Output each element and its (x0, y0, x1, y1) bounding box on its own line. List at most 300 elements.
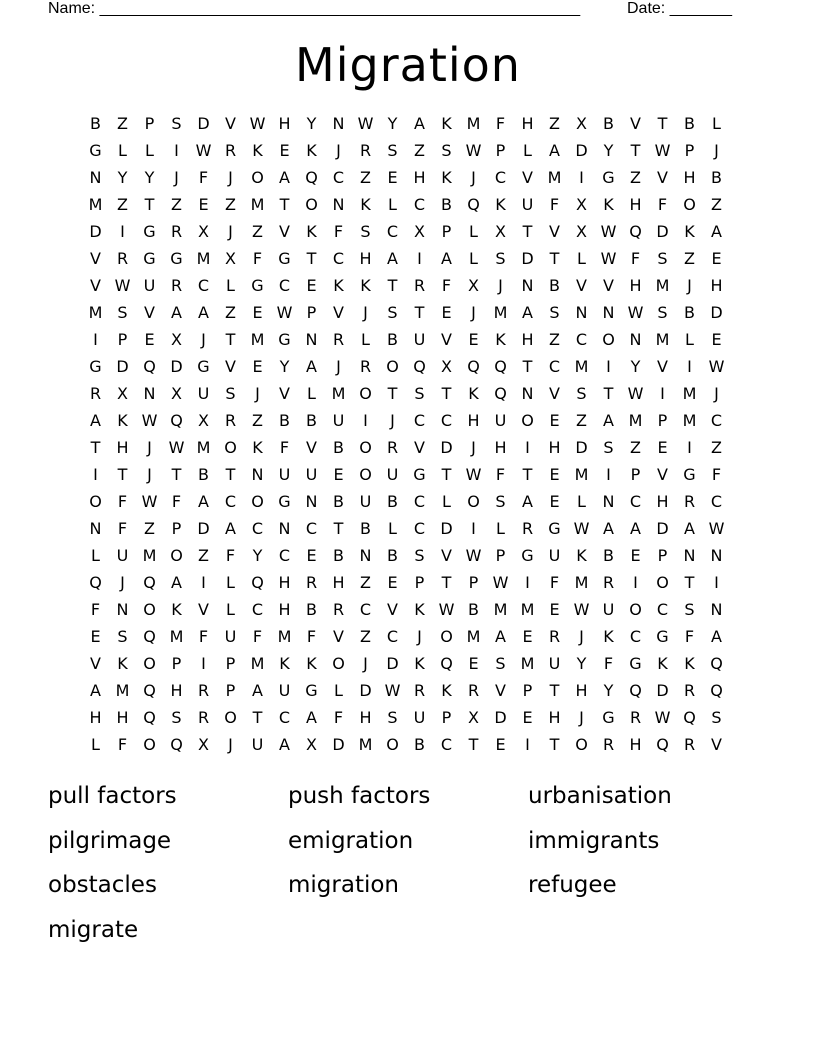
grid-letter: E (711, 249, 722, 268)
grid-letter: D (170, 357, 183, 376)
grid-letter: F (198, 627, 209, 646)
grid-letter: T (225, 465, 236, 484)
grid-letter: Y (387, 114, 398, 133)
grid-letter: Q (143, 627, 156, 646)
grid-letter: P (657, 411, 668, 430)
grid-letter: F (603, 654, 614, 673)
grid-letter: G (413, 465, 426, 484)
grid-letter: K (414, 600, 425, 619)
grid-letter: R (467, 681, 480, 700)
grid-letter: T (441, 465, 452, 484)
grid-letter: O (467, 492, 480, 511)
grid-letter: W (708, 519, 725, 538)
grid-letter: H (683, 168, 696, 187)
grid-letter: B (468, 600, 479, 619)
grid-letter: G (89, 141, 102, 160)
grid-letter: L (577, 249, 586, 268)
grid-letter: W (573, 600, 590, 619)
word-list-item: migration (288, 872, 400, 898)
grid-letter: A (306, 357, 317, 376)
grid-letter: K (252, 141, 263, 160)
grid-letter: F (495, 465, 506, 484)
grid-letter: D (197, 519, 210, 538)
grid-letter: O (251, 492, 264, 511)
grid-letter: Y (603, 141, 614, 160)
grid-letter: E (522, 627, 533, 646)
grid-letter: Z (414, 141, 425, 160)
grid-letter: Q (467, 195, 480, 214)
grid-letter: T (387, 384, 398, 403)
grid-letter: L (334, 681, 343, 700)
grid-letter: A (252, 681, 263, 700)
grid-letter: C (197, 276, 210, 295)
grid-letter: M (169, 627, 184, 646)
grid-letter: Y (576, 654, 587, 673)
grid-letter: H (116, 438, 129, 457)
grid-letter: D (440, 438, 453, 457)
grid-letter: X (171, 384, 182, 403)
grid-letter: S (387, 303, 398, 322)
grid-letter: W (654, 708, 671, 727)
grid-letter: W (573, 519, 590, 538)
grid-letter: I (714, 573, 719, 592)
grid-letter: Y (252, 546, 263, 565)
grid-letter: H (521, 330, 534, 349)
grid-letter: V (225, 114, 236, 133)
grid-letter: N (89, 168, 102, 187)
grid-letter: E (522, 708, 533, 727)
grid-letter: V (387, 600, 398, 619)
grid-letter: T (171, 465, 182, 484)
grid-letter: P (495, 141, 506, 160)
grid-letter: S (657, 303, 668, 322)
grid-letter: S (603, 438, 614, 457)
grid-letter: P (171, 519, 182, 538)
letter-grid (82, 110, 730, 758)
grid-letter: L (577, 492, 586, 511)
grid-letter: B (333, 438, 344, 457)
grid-letter: Q (143, 681, 156, 700)
grid-letter: H (359, 249, 372, 268)
grid-letter: C (494, 168, 507, 187)
grid-letter: N (629, 330, 642, 349)
grid-letter: V (198, 600, 209, 619)
grid-letter: D (359, 681, 372, 700)
grid-letter: E (306, 276, 317, 295)
grid-letter: A (522, 303, 533, 322)
grid-letter: Q (440, 654, 453, 673)
grid-letter: C (278, 546, 291, 565)
grid-letter: L (145, 141, 154, 160)
grid-letter: S (441, 141, 452, 160)
grid-letter: O (440, 627, 453, 646)
grid-letter: U (197, 384, 210, 403)
grid-letter: X (468, 276, 479, 295)
grid-letter: T (117, 465, 128, 484)
grid-letter: D (656, 222, 669, 241)
grid-letter: N (521, 384, 534, 403)
grid-letter: O (170, 546, 183, 565)
grid-letter: I (606, 465, 611, 484)
grid-letter: U (413, 708, 426, 727)
grid-letter: P (171, 654, 182, 673)
grid-letter: C (332, 168, 345, 187)
grid-letter: G (278, 492, 291, 511)
grid-letter: K (603, 195, 614, 214)
grid-letter: F (630, 249, 641, 268)
grid-letter: Z (360, 168, 371, 187)
grid-letter: X (225, 249, 236, 268)
grid-letter: I (525, 735, 530, 754)
grid-letter: M (196, 249, 211, 268)
grid-letter: Q (656, 735, 669, 754)
grid-letter: F (252, 627, 263, 646)
grid-letter: Y (630, 357, 641, 376)
grid-letter: Z (360, 627, 371, 646)
grid-letter: H (656, 492, 669, 511)
grid-letter: V (576, 276, 587, 295)
grid-letter: Z (117, 195, 128, 214)
grid-letter: F (90, 600, 101, 619)
grid-letter: Q (629, 222, 642, 241)
grid-letter: Y (117, 168, 128, 187)
grid-letter: K (306, 141, 317, 160)
grid-letter: T (603, 384, 614, 403)
date-field-label: Date: _______ (627, 0, 732, 17)
grid-letter: Q (170, 735, 183, 754)
grid-letter: G (602, 708, 615, 727)
grid-letter: S (711, 708, 722, 727)
grid-letter: M (655, 330, 670, 349)
grid-letter: D (710, 303, 723, 322)
grid-letter: A (171, 303, 182, 322)
grid-letter: E (549, 600, 560, 619)
grid-letter: T (225, 330, 236, 349)
grid-letter: S (171, 708, 182, 727)
grid-letter: B (333, 546, 344, 565)
grid-letter: P (441, 222, 452, 241)
grid-letter: H (467, 411, 480, 430)
grid-letter: V (414, 438, 425, 457)
word-list-item: obstacles (48, 872, 157, 898)
grid-letter: Q (710, 654, 723, 673)
grid-letter: R (548, 627, 561, 646)
grid-letter: I (687, 438, 692, 457)
grid-letter: Z (630, 438, 641, 457)
grid-letter: F (549, 573, 560, 592)
grid-letter: Z (711, 438, 722, 457)
grid-letter: C (710, 492, 723, 511)
grid-letter: V (441, 546, 452, 565)
grid-letter: W (654, 141, 671, 160)
word-list-item: urbanisation (528, 783, 672, 809)
grid-letter: E (252, 303, 263, 322)
grid-letter: F (549, 195, 560, 214)
grid-letter: H (548, 438, 561, 457)
grid-letter: B (360, 519, 371, 538)
grid-letter: L (91, 546, 100, 565)
grid-letter: Y (306, 114, 317, 133)
grid-letter: G (521, 546, 534, 565)
grid-letter: O (386, 357, 399, 376)
grid-letter: P (495, 546, 506, 565)
grid-letter: U (224, 627, 237, 646)
grid-letter: N (251, 465, 264, 484)
grid-letter: O (305, 195, 318, 214)
grid-letter: E (144, 330, 155, 349)
grid-letter: J (390, 411, 395, 430)
grid-letter: X (171, 330, 182, 349)
grid-letter: G (278, 249, 291, 268)
grid-letter: W (465, 141, 482, 160)
grid-letter: L (388, 519, 397, 538)
grid-letter: K (360, 195, 371, 214)
grid-letter: F (657, 195, 668, 214)
grid-letter: H (413, 168, 426, 187)
grid-letter: N (305, 492, 318, 511)
grid-letter: T (252, 708, 263, 727)
grid-letter: I (579, 168, 584, 187)
word-list-item: pilgrimage (48, 827, 172, 854)
grid-letter: C (251, 600, 264, 619)
grid-letter: Z (576, 411, 587, 430)
grid-letter: E (468, 654, 479, 673)
grid-letter: J (174, 168, 179, 187)
grid-letter: W (141, 411, 158, 430)
grid-letter: M (574, 573, 589, 592)
grid-letter: X (414, 222, 425, 241)
grid-letter: Q (683, 708, 696, 727)
grid-letter: K (441, 168, 452, 187)
grid-letter: C (575, 330, 588, 349)
grid-letter: U (602, 600, 615, 619)
grid-letter: N (710, 546, 723, 565)
grid-letter: J (363, 654, 368, 673)
grid-letter: Z (252, 411, 263, 430)
grid-letter: X (117, 384, 128, 403)
grid-letter: P (225, 681, 236, 700)
grid-letter: C (413, 492, 426, 511)
grid-letter: K (306, 654, 317, 673)
grid-letter: A (414, 114, 425, 133)
grid-letter: K (306, 222, 317, 241)
grid-letter: Z (711, 195, 722, 214)
grid-letter: O (359, 384, 372, 403)
grid-letter: D (656, 519, 669, 538)
grid-letter: I (174, 141, 179, 160)
grid-letter: E (387, 168, 398, 187)
grid-letter: D (332, 735, 345, 754)
grid-letter: B (684, 303, 695, 322)
grid-letter: E (252, 357, 263, 376)
grid-letter: T (333, 519, 344, 538)
grid-letter: K (117, 654, 128, 673)
grid-letter: K (495, 330, 506, 349)
grid-letter: F (333, 708, 344, 727)
grid-letter: F (198, 168, 209, 187)
grid-letter: P (684, 141, 695, 160)
grid-letter: I (417, 249, 422, 268)
grid-letter: U (548, 546, 561, 565)
grid-letter: C (440, 735, 453, 754)
grid-letter: J (228, 735, 233, 754)
grid-letter: M (88, 303, 103, 322)
grid-letter: O (143, 654, 156, 673)
grid-letter: T (684, 573, 695, 592)
grid-letter: X (198, 411, 209, 430)
grid-letter: O (683, 195, 696, 214)
grid-letter: B (90, 114, 101, 133)
word-list-item: emigration (288, 827, 414, 854)
grid-letter: C (629, 627, 642, 646)
grid-letter: U (305, 465, 318, 484)
grid-letter: M (574, 357, 589, 376)
grid-letter: M (682, 411, 697, 430)
grid-letter: E (198, 195, 209, 214)
grid-letter: G (305, 681, 318, 700)
grid-letter: A (630, 519, 641, 538)
grid-letter: P (117, 330, 128, 349)
grid-letter: Q (305, 168, 318, 187)
grid-letter: K (576, 546, 587, 565)
grid-letter: W (168, 438, 185, 457)
grid-letter: F (117, 519, 128, 538)
grid-letter: Q (494, 384, 507, 403)
grid-letter: S (414, 384, 425, 403)
grid-letter: G (602, 168, 615, 187)
grid-letter: V (549, 384, 560, 403)
grid-letter: R (386, 438, 399, 457)
grid-letter: R (116, 249, 129, 268)
grid-letter: V (522, 168, 533, 187)
grid-letter: L (469, 222, 478, 241)
grid-letter: V (495, 681, 506, 700)
grid-letter: M (358, 735, 373, 754)
grid-letter: I (93, 330, 98, 349)
grid-letter: R (683, 492, 696, 511)
grid-letter: V (225, 357, 236, 376)
grid-letter: X (576, 114, 587, 133)
grid-letter: W (384, 681, 401, 700)
grid-letter: A (198, 492, 209, 511)
grid-letter: I (606, 357, 611, 376)
grid-letter: S (414, 546, 425, 565)
grid-letter: B (603, 114, 614, 133)
grid-letter: B (549, 276, 560, 295)
grid-letter: X (441, 357, 452, 376)
grid-letter: X (576, 222, 587, 241)
grid-letter: K (495, 195, 506, 214)
grid-letter: I (363, 411, 368, 430)
grid-letter: J (363, 303, 368, 322)
grid-letter: W (708, 357, 725, 376)
grid-letter: K (684, 222, 695, 241)
grid-letter: Y (144, 168, 155, 187)
grid-letter: U (413, 330, 426, 349)
grid-letter: O (359, 438, 372, 457)
grid-letter: T (522, 357, 533, 376)
grid-letter: Q (710, 681, 723, 700)
grid-letter: L (685, 330, 694, 349)
grid-letter: W (600, 222, 617, 241)
grid-letter: B (684, 114, 695, 133)
grid-letter: B (441, 195, 452, 214)
grid-letter: P (657, 546, 668, 565)
grid-letter: D (575, 438, 588, 457)
grid-letter: S (171, 114, 182, 133)
grid-letter: D (386, 654, 399, 673)
grid-letter: W (492, 573, 509, 592)
grid-letter: A (549, 141, 560, 160)
grid-letter: V (657, 465, 668, 484)
grid-letter: Z (225, 303, 236, 322)
grid-letter: V (711, 735, 722, 754)
grid-letter: H (521, 114, 534, 133)
grid-letter: G (197, 357, 210, 376)
grid-letter: E (387, 573, 398, 592)
grid-letter: J (471, 303, 476, 322)
grid-letter: E (549, 492, 560, 511)
grid-letter: F (171, 492, 182, 511)
grid-letter: A (711, 222, 722, 241)
grid-letter: R (332, 330, 345, 349)
grid-letter: M (331, 384, 346, 403)
grid-letter: Q (467, 357, 480, 376)
grid-letter: N (602, 303, 615, 322)
grid-letter: U (143, 276, 156, 295)
word-list-item: pull factors (48, 783, 177, 809)
grid-letter: G (656, 627, 669, 646)
grid-letter: J (147, 438, 152, 457)
grid-letter: Q (413, 357, 426, 376)
grid-letter: G (548, 519, 561, 538)
grid-letter: C (386, 222, 399, 241)
grid-letter: M (493, 600, 508, 619)
grid-letter: W (141, 492, 158, 511)
grid-letter: U (521, 195, 534, 214)
grid-letter: M (250, 330, 265, 349)
grid-letter: H (629, 735, 642, 754)
grid-letter: X (468, 708, 479, 727)
word-list-item: push factors (288, 783, 431, 809)
grid-letter: P (414, 573, 425, 592)
grid-letter: L (388, 195, 397, 214)
grid-letter: J (579, 708, 584, 727)
grid-letter: B (387, 492, 398, 511)
grid-letter: I (525, 438, 530, 457)
grid-letter: K (441, 114, 452, 133)
grid-letter: C (548, 357, 561, 376)
grid-letter: W (600, 249, 617, 268)
grid-letter: M (682, 384, 697, 403)
grid-letter: U (116, 546, 129, 565)
grid-letter: Z (117, 114, 128, 133)
grid-letter: D (116, 357, 129, 376)
grid-letter: E (333, 465, 344, 484)
grid-letter: W (249, 114, 266, 133)
grid-letter: R (332, 600, 345, 619)
grid-letter: D (89, 222, 102, 241)
grid-letter: C (656, 600, 669, 619)
grid-letter: K (117, 411, 128, 430)
grid-letter: T (522, 465, 533, 484)
grid-letter: G (170, 249, 183, 268)
grid-letter: M (142, 546, 157, 565)
grid-letter: X (306, 735, 317, 754)
grid-letter: A (279, 735, 290, 754)
grid-letter: T (414, 303, 425, 322)
grid-letter: A (171, 573, 182, 592)
